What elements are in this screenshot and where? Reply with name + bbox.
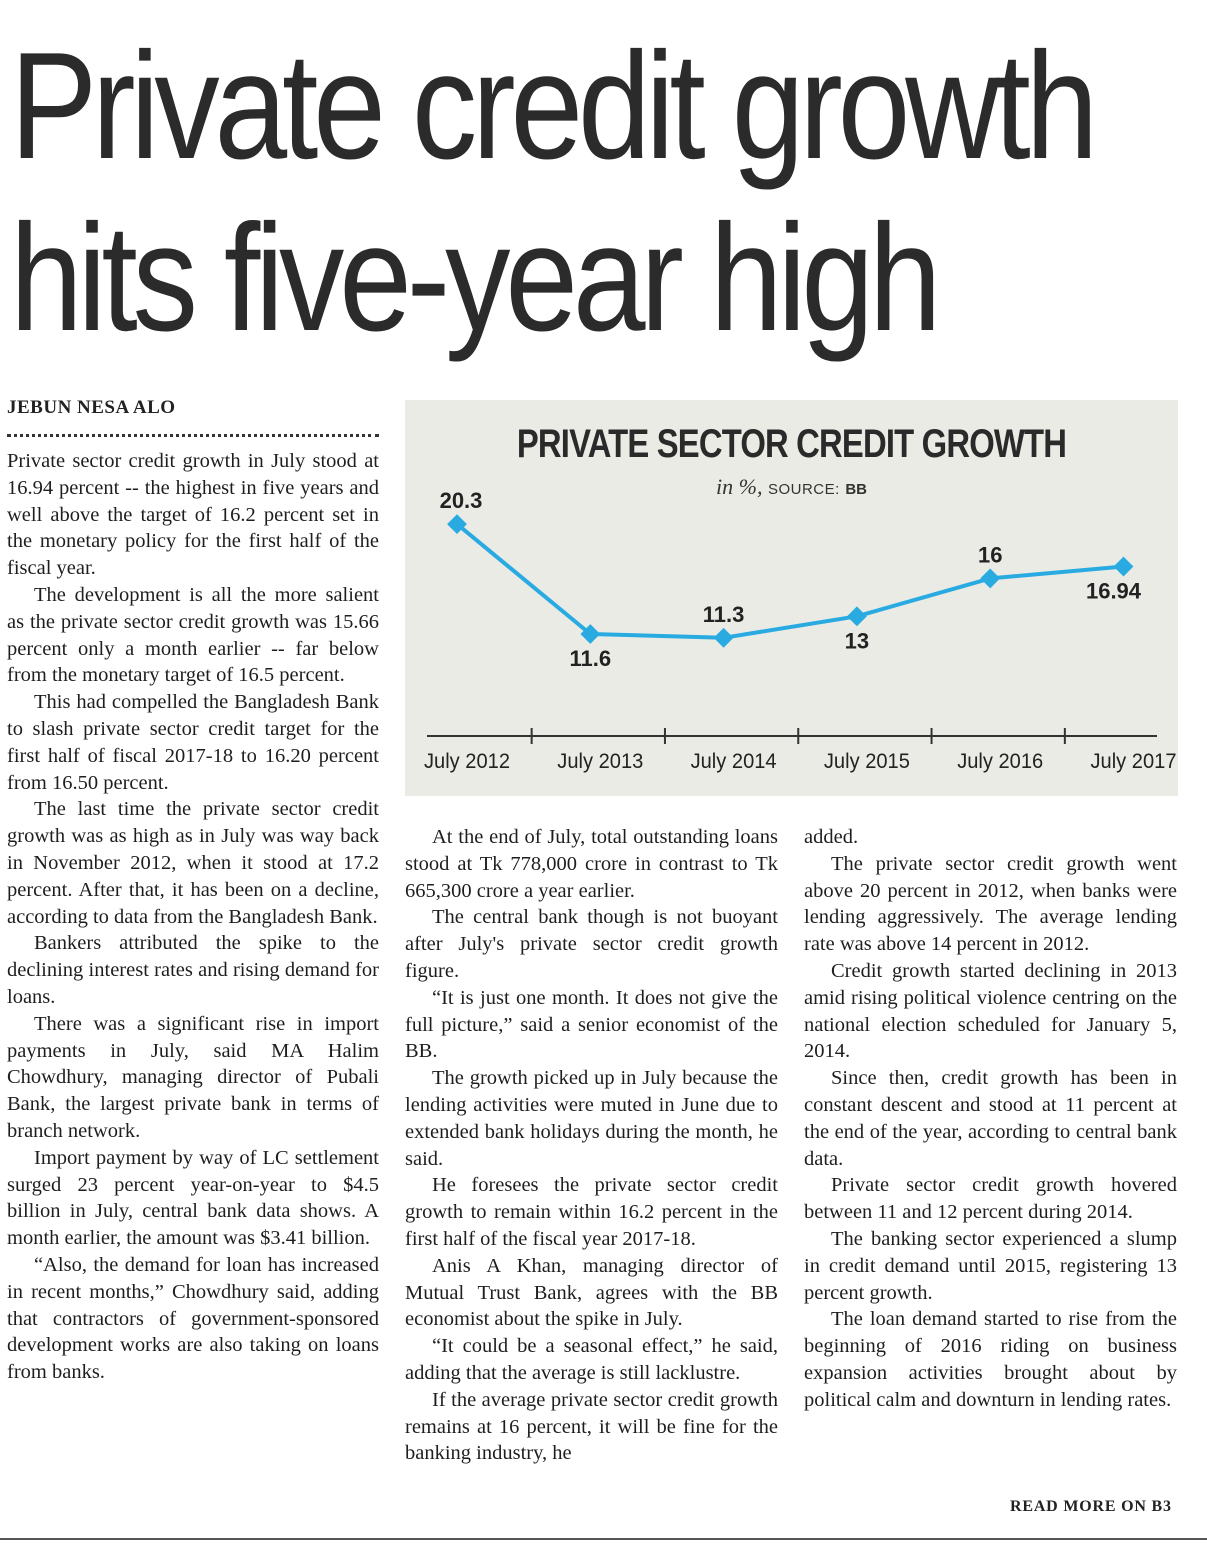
article-paragraph: The last time the private sector credit growth was as high as in July was way back in November 2012, when it stood at 17.2 percent. After that, it has been on a decline, according to data from the Bangladesh Bank. xyxy=(7,798,379,928)
x-tick-label: July 2014 xyxy=(690,750,777,773)
chart-source-label: SOURCE: xyxy=(767,481,840,498)
headline-line-1: Private credit growth xyxy=(10,21,1094,191)
article-paragraph: Private sector credit growth hovered between 11 and 12 percent during 2014. xyxy=(804,1174,1177,1224)
data-point xyxy=(980,569,1000,589)
article-paragraph: Since then, credit growth has been in constant descent and stood at 11 percent at the end of the year, according to central bank data. xyxy=(804,1067,1177,1170)
data-label: 16.94 xyxy=(1085,578,1142,604)
article-paragraph: The development is all the more salient as the private sector credit growth was 15.66 percent only a month earlier -- far below from the monetary target of 16.5 percent. xyxy=(7,583,379,687)
x-tick-label: July 2015 xyxy=(823,750,910,773)
data-point xyxy=(847,606,867,626)
article-paragraph: The growth picked up in July because the lending activities were muted in June due to extended bank holidays during the month, he said. xyxy=(405,1067,778,1170)
chart-title: PRIVATE SECTOR CREDIT GROWTH xyxy=(516,422,1067,466)
article-paragraph: Import payment by way of LC settlement surged 23 percent year-on-year to $4.5 billion in July, central bank data shows. A month earlier, the amount was $3.41 billion. xyxy=(7,1146,379,1250)
article-paragraph: There was a significant rise in import payments in July, said MA Halim Chowdhury, managing director of Pubali Bank, the largest private bank in terms of branch network. xyxy=(7,1012,379,1142)
x-tick-label: July 2013 xyxy=(557,750,644,773)
series-line xyxy=(457,524,1124,638)
chart-plot xyxy=(405,400,1178,796)
x-tick-label: July 2016 xyxy=(957,750,1044,773)
article-column-2 xyxy=(405,824,778,1467)
article-paragraph: added. xyxy=(804,826,859,848)
data-label: 11.3 xyxy=(702,601,745,627)
data-point xyxy=(714,628,734,648)
headline xyxy=(10,20,1094,364)
read-more-note: READ MORE ON B3 xyxy=(1010,1498,1172,1515)
article-paragraph: He foresees the private sector credit growth to remain within 16.2 percent in the first half of the fiscal year 2017-18. xyxy=(405,1174,778,1250)
data-label: 16 xyxy=(977,542,1003,568)
article-paragraph: Private sector credit growth in July stood at 16.94 percent -- the highest in five years and well above the target of 16.2 percent set in the monetary policy for the first half of the fiscal year. xyxy=(7,450,379,580)
headline-line-2: hits five-year high xyxy=(10,193,937,363)
article-paragraph: Credit growth started declining in 2013 amid rising political violence centring on the national election scheduled for January 5, 2014. xyxy=(804,959,1177,1063)
article-paragraph: “Also, the demand for loan has increased in recent months,” Chowdhury said, adding that contractors of government-sponsored development works are also taking on loans from banks. xyxy=(7,1253,379,1384)
article-paragraph: If the average private sector credit growth remains at 16 percent, it will be fine for the banking industry, he xyxy=(405,1388,778,1465)
article-paragraph: At the end of July, total outstanding loans stood at Tk 778,000 crore in contrast to Tk 665,300 crore a year earlier. xyxy=(405,826,778,902)
data-label: 13 xyxy=(844,628,870,654)
article-paragraph: Bankers attributed the spike to the declining interest rates and rising demand for loans. xyxy=(7,932,379,1008)
dotted-divider xyxy=(7,434,379,437)
article-paragraph: “It is just one month. It does not give the full picture,” said a senior economist of the BB. xyxy=(405,986,778,1063)
article-paragraph: The banking sector experienced a slump in credit demand until 2015, registering 13 percent growth. xyxy=(804,1227,1177,1304)
article-paragraph: Anis A Khan, managing director of Mutual Trust Bank, agrees with the BB economist about the spike in July. xyxy=(405,1254,778,1331)
byline: JEBUN NESA ALO xyxy=(7,397,176,418)
bottom-rule xyxy=(0,1538,1207,1540)
chart-source: BB xyxy=(845,481,867,498)
article-column-3 xyxy=(804,824,1177,1414)
x-tick-label: July 2017 xyxy=(1090,750,1177,773)
article-paragraph: “It could be a seasonal effect,” he said, adding that the average is still lacklustre. xyxy=(405,1335,778,1384)
article-paragraph: The central bank though is not buoyant after July's private sector credit growth figure. xyxy=(405,906,778,982)
article-paragraph: The private sector credit growth went above 20 percent in 2012, when banks were lending aggressively. The average lending rate was above 14 percent in 2012. xyxy=(804,852,1177,956)
data-point xyxy=(1114,557,1134,577)
x-tick-label: July 2012 xyxy=(424,750,510,773)
article-paragraph: The loan demand started to rise from the beginning of 2016 riding on business expansion activities brought about by political calm and downturn in lending rates. xyxy=(804,1308,1177,1411)
data-label: 20.3 xyxy=(439,488,483,514)
credit-growth-chart xyxy=(405,400,1178,796)
chart-unit: in %, xyxy=(716,474,763,499)
article-paragraph: This had compelled the Bangladesh Bank to slash private sector credit target for the first half of fiscal 2017-18 to 16.20 percent from 16.50 percent. xyxy=(7,691,379,794)
data-label: 11.6 xyxy=(569,646,612,671)
article-column-1 xyxy=(7,448,379,1386)
